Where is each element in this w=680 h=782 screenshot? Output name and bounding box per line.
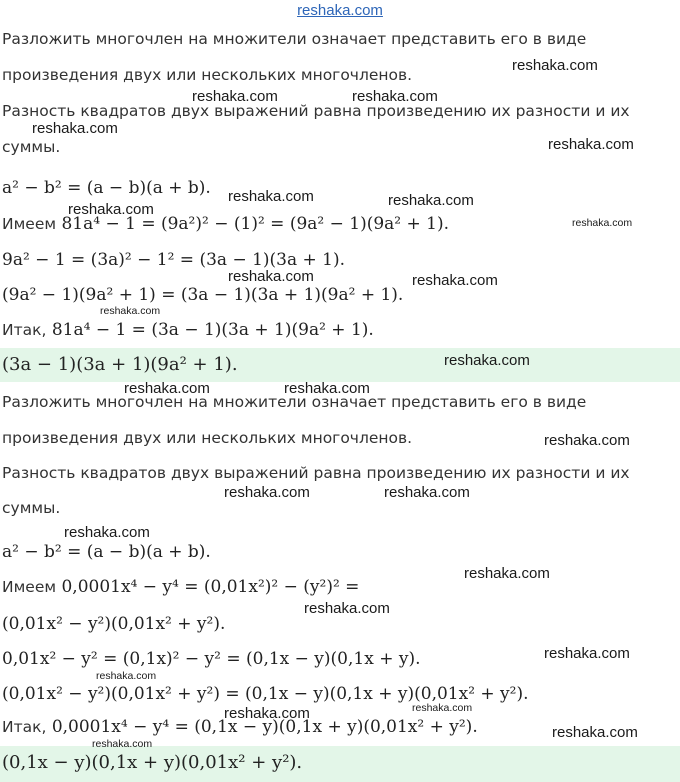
watermark: reshaka.com xyxy=(552,724,638,741)
solution-step-2: 9a² − 1 = (3a)² − 1² = (3a − 1)(3a + 1). xyxy=(2,250,346,270)
step-word: Имеем xyxy=(2,215,57,233)
watermark: reshaka.com xyxy=(412,272,498,289)
rule-line-2: суммы. xyxy=(2,499,61,517)
watermark: reshaka.com xyxy=(192,88,278,105)
step-word: Имеем xyxy=(2,578,57,596)
solution-step-1 xyxy=(2,577,359,597)
difference-of-squares-formula: a² − b² = (a − b)(a + b). xyxy=(2,178,211,198)
watermark: reshaka.com xyxy=(304,600,390,617)
step-expression: 0,0001x⁴ − y⁴ = (0,1x − y)(0,1x + y)(0,01x² + y²). xyxy=(51,717,478,737)
watermark: reshaka.com xyxy=(68,201,154,218)
watermark: reshaka.com xyxy=(464,565,550,582)
definition-line-2: произведения двух или нескольких многочленов. xyxy=(2,66,413,84)
watermark: reshaka.com xyxy=(92,738,153,750)
solution-step-2: 0,01x² − y² = (0,1x)² − y² = (0,1x − y)(0,1x + y). xyxy=(2,649,421,669)
solution-step-4 xyxy=(2,320,374,340)
answer-text: (3a − 1)(3a + 1)(9a² + 1). xyxy=(2,354,238,375)
watermark: reshaka.com xyxy=(96,670,157,682)
watermark: reshaka.com xyxy=(548,136,634,153)
watermark: reshaka.com xyxy=(412,702,473,714)
watermark: reshaka.com xyxy=(124,380,210,397)
rule-line-1: Разность квадратов двух выражений равна произведению их разности и их xyxy=(2,464,630,482)
step-word: Итак, xyxy=(2,321,47,339)
watermark: reshaka.com xyxy=(384,484,470,501)
step-expression: 81a⁴ − 1 = (9a²)² − (1)² = (9a² − 1)(9a² + 1). xyxy=(61,214,450,234)
definition-line-1: Разложить многочлен на множители означает представить его в виде xyxy=(2,393,587,411)
watermark: reshaka.com xyxy=(544,645,630,662)
watermark: reshaka.com xyxy=(100,305,161,317)
watermark: reshaka.com xyxy=(32,120,118,137)
watermark: reshaka.com xyxy=(224,484,310,501)
rule-line-1: Разность квадратов двух выражений равна произведению их разности и их xyxy=(2,102,630,120)
watermark: reshaka.com xyxy=(388,192,474,209)
step-expression: 0,0001x⁴ − y⁴ = (0,01x²)² − (y²)² = xyxy=(61,577,360,597)
answer-text: (0,1x − y)(0,1x + y)(0,01x² + y²). xyxy=(2,752,303,773)
solution-step-1-continued: (0,01x² − y²)(0,01x² + y²). xyxy=(2,614,226,634)
rule-line-2: суммы. xyxy=(2,138,61,156)
solution-step-3: (0,01x² − y²)(0,01x² + y²) = (0,1x − y)(0,1x + y)(0,01x² + y²). xyxy=(2,684,529,704)
solution-step-3: (9a² − 1)(9a² + 1) = (3a − 1)(3a + 1)(9a² + 1). xyxy=(2,285,404,305)
watermark: reshaka.com xyxy=(64,524,150,541)
watermark: reshaka.com xyxy=(512,57,598,74)
answer-box-2 xyxy=(0,746,680,782)
watermark: reshaka.com xyxy=(228,268,314,285)
watermark: reshaka.com xyxy=(284,380,370,397)
watermark: reshaka.com xyxy=(224,705,310,722)
watermark: reshaka.com xyxy=(572,217,633,229)
definition-line-2: произведения двух или нескольких многочленов. xyxy=(2,429,413,447)
watermark: reshaka.com xyxy=(228,188,314,205)
site-header-link[interactable]: reshaka.com xyxy=(297,2,383,19)
answer-box-1 xyxy=(0,348,680,382)
step-word: Итак, xyxy=(2,718,47,736)
step-expression: 81a⁴ − 1 = (3a − 1)(3a + 1)(9a² + 1). xyxy=(51,320,374,340)
definition-line-1: Разложить многочлен на множители означает представить его в виде xyxy=(2,30,587,48)
watermark: reshaka.com xyxy=(444,352,530,369)
difference-of-squares-formula: a² − b² = (a − b)(a + b). xyxy=(2,542,211,562)
watermark: reshaka.com xyxy=(352,88,438,105)
watermark: reshaka.com xyxy=(544,432,630,449)
